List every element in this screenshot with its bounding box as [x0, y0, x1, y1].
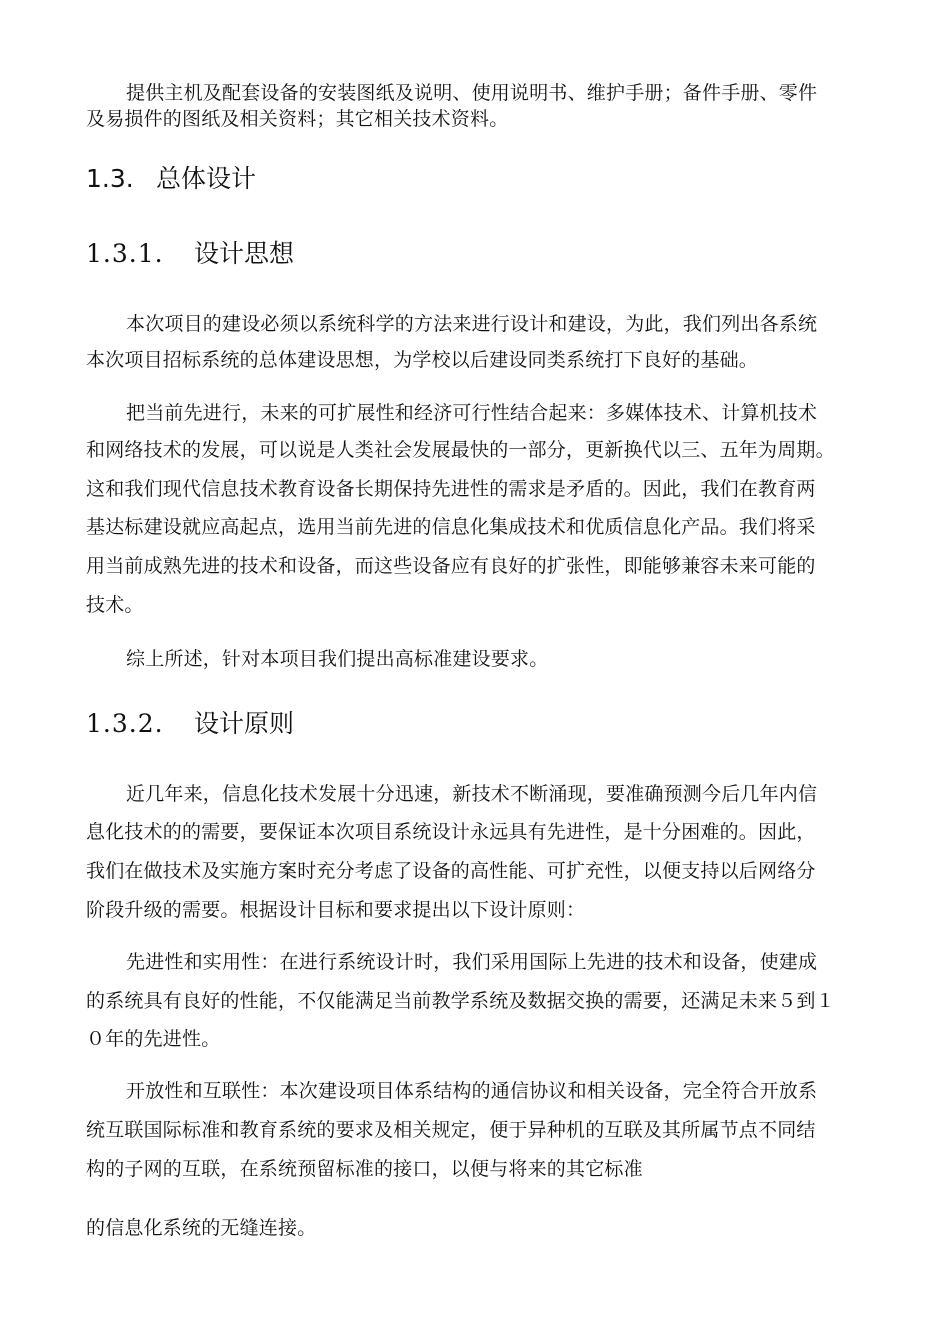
- design-principle-p1-line-1: 近几年来，信息化技术发展十分迅速，新技术不断涌现，要准确预测今后几年内信: [126, 783, 818, 805]
- intro-line-1: 提供主机及配套设备的安装图纸及说明、使用说明书、维护手册；备件手册、零件: [126, 82, 818, 104]
- section-title: 设计原则: [194, 709, 295, 738]
- design-idea-p2-line-1: 把当前先进行，未来的可扩展性和经济可行性结合起来：多媒体技术、计算机技术: [126, 402, 818, 424]
- section-number: 1.3.: [86, 164, 134, 193]
- design-idea-p2-line-2: 和网络技术的发展，可以说是人类社会发展最快的一部分，更新换代以三、五年为周期。: [86, 439, 835, 461]
- design-principle-p3-line-1: 开放性和互联性：本次建设项目体系结构的通信协议和相关设备，完全符合开放系: [126, 1080, 818, 1102]
- design-idea-p1-line-2: 本次项目招标系统的总体建设思想，为学校以后建设同类系统打下良好的基础。: [86, 349, 759, 371]
- design-idea-p3-line-1: 综上所述，针对本项目我们提出高标准建设要求。: [126, 648, 549, 670]
- intro-line-2: 及易损件的图纸及相关资料；其它相关技术资料。: [86, 108, 509, 130]
- section-title: 总体设计: [156, 164, 257, 193]
- design-idea-p2-line-3: 这和我们现代信息技术教育设备长期保持先进性的需求是矛盾的。因此，我们在教育两: [86, 478, 816, 500]
- design-principle-p2-line-1: 先进性和实用性：在进行系统设计时，我们采用国际上先进的技术和设备，使建成: [126, 951, 818, 973]
- design-idea-p1-line-1: 本次项目的建设必须以系统科学的方法来进行设计和建设，为此，我们列出各系统: [126, 313, 818, 335]
- section-title: 设计思想: [194, 239, 295, 268]
- design-idea-p2-line-4: 基达标建设就应高起点，选用当前先进的信息化集成技术和优质信息化产品。我们将采: [86, 516, 816, 538]
- design-principle-p1-line-4: 阶段升级的需要。根据设计目标和要求提出以下设计原则：: [86, 899, 586, 921]
- design-principle-p2-line-2: 的系统具有良好的性能，不仅能满足当前教学系统及数据交换的需要，还满足未来５到１: [86, 990, 835, 1012]
- design-principle-p4-line-1: 的信息化系统的无缝连接。: [86, 1217, 317, 1239]
- section-heading-1-3-1: [86, 237, 294, 271]
- design-idea-p2-line-6: 技术。: [86, 594, 144, 616]
- design-idea-p2-line-5: 用当前成熟先进的技术和设备，而这些设备应有良好的扩张性，即能够兼容未来可能的: [86, 555, 816, 577]
- design-principle-p3-line-3: 构的子网的互联，在系统预留标准的接口，以便与将来的其它标准: [86, 1158, 643, 1180]
- section-heading-1-3: [86, 162, 256, 196]
- design-principle-p1-line-3: 我们在做技术及实施方案时充分考虑了设备的高性能、可扩充性，以便支持以后网络分: [86, 860, 816, 882]
- section-number: 1.3.2.: [86, 709, 164, 738]
- design-principle-p1-line-2: 息化技术的的需要，要保证本次项目系统设计永远具有先进性，是十分困难的。因此，: [86, 821, 816, 843]
- design-principle-p2-line-3: ０年的先进性。: [86, 1028, 221, 1050]
- section-number: 1.3.1.: [86, 239, 164, 268]
- section-heading-1-3-2: [86, 707, 294, 741]
- design-principle-p3-line-2: 统互联国际标准和教育系统的要求及相关规定，便于异种机的互联及其所属节点不同结: [86, 1119, 816, 1141]
